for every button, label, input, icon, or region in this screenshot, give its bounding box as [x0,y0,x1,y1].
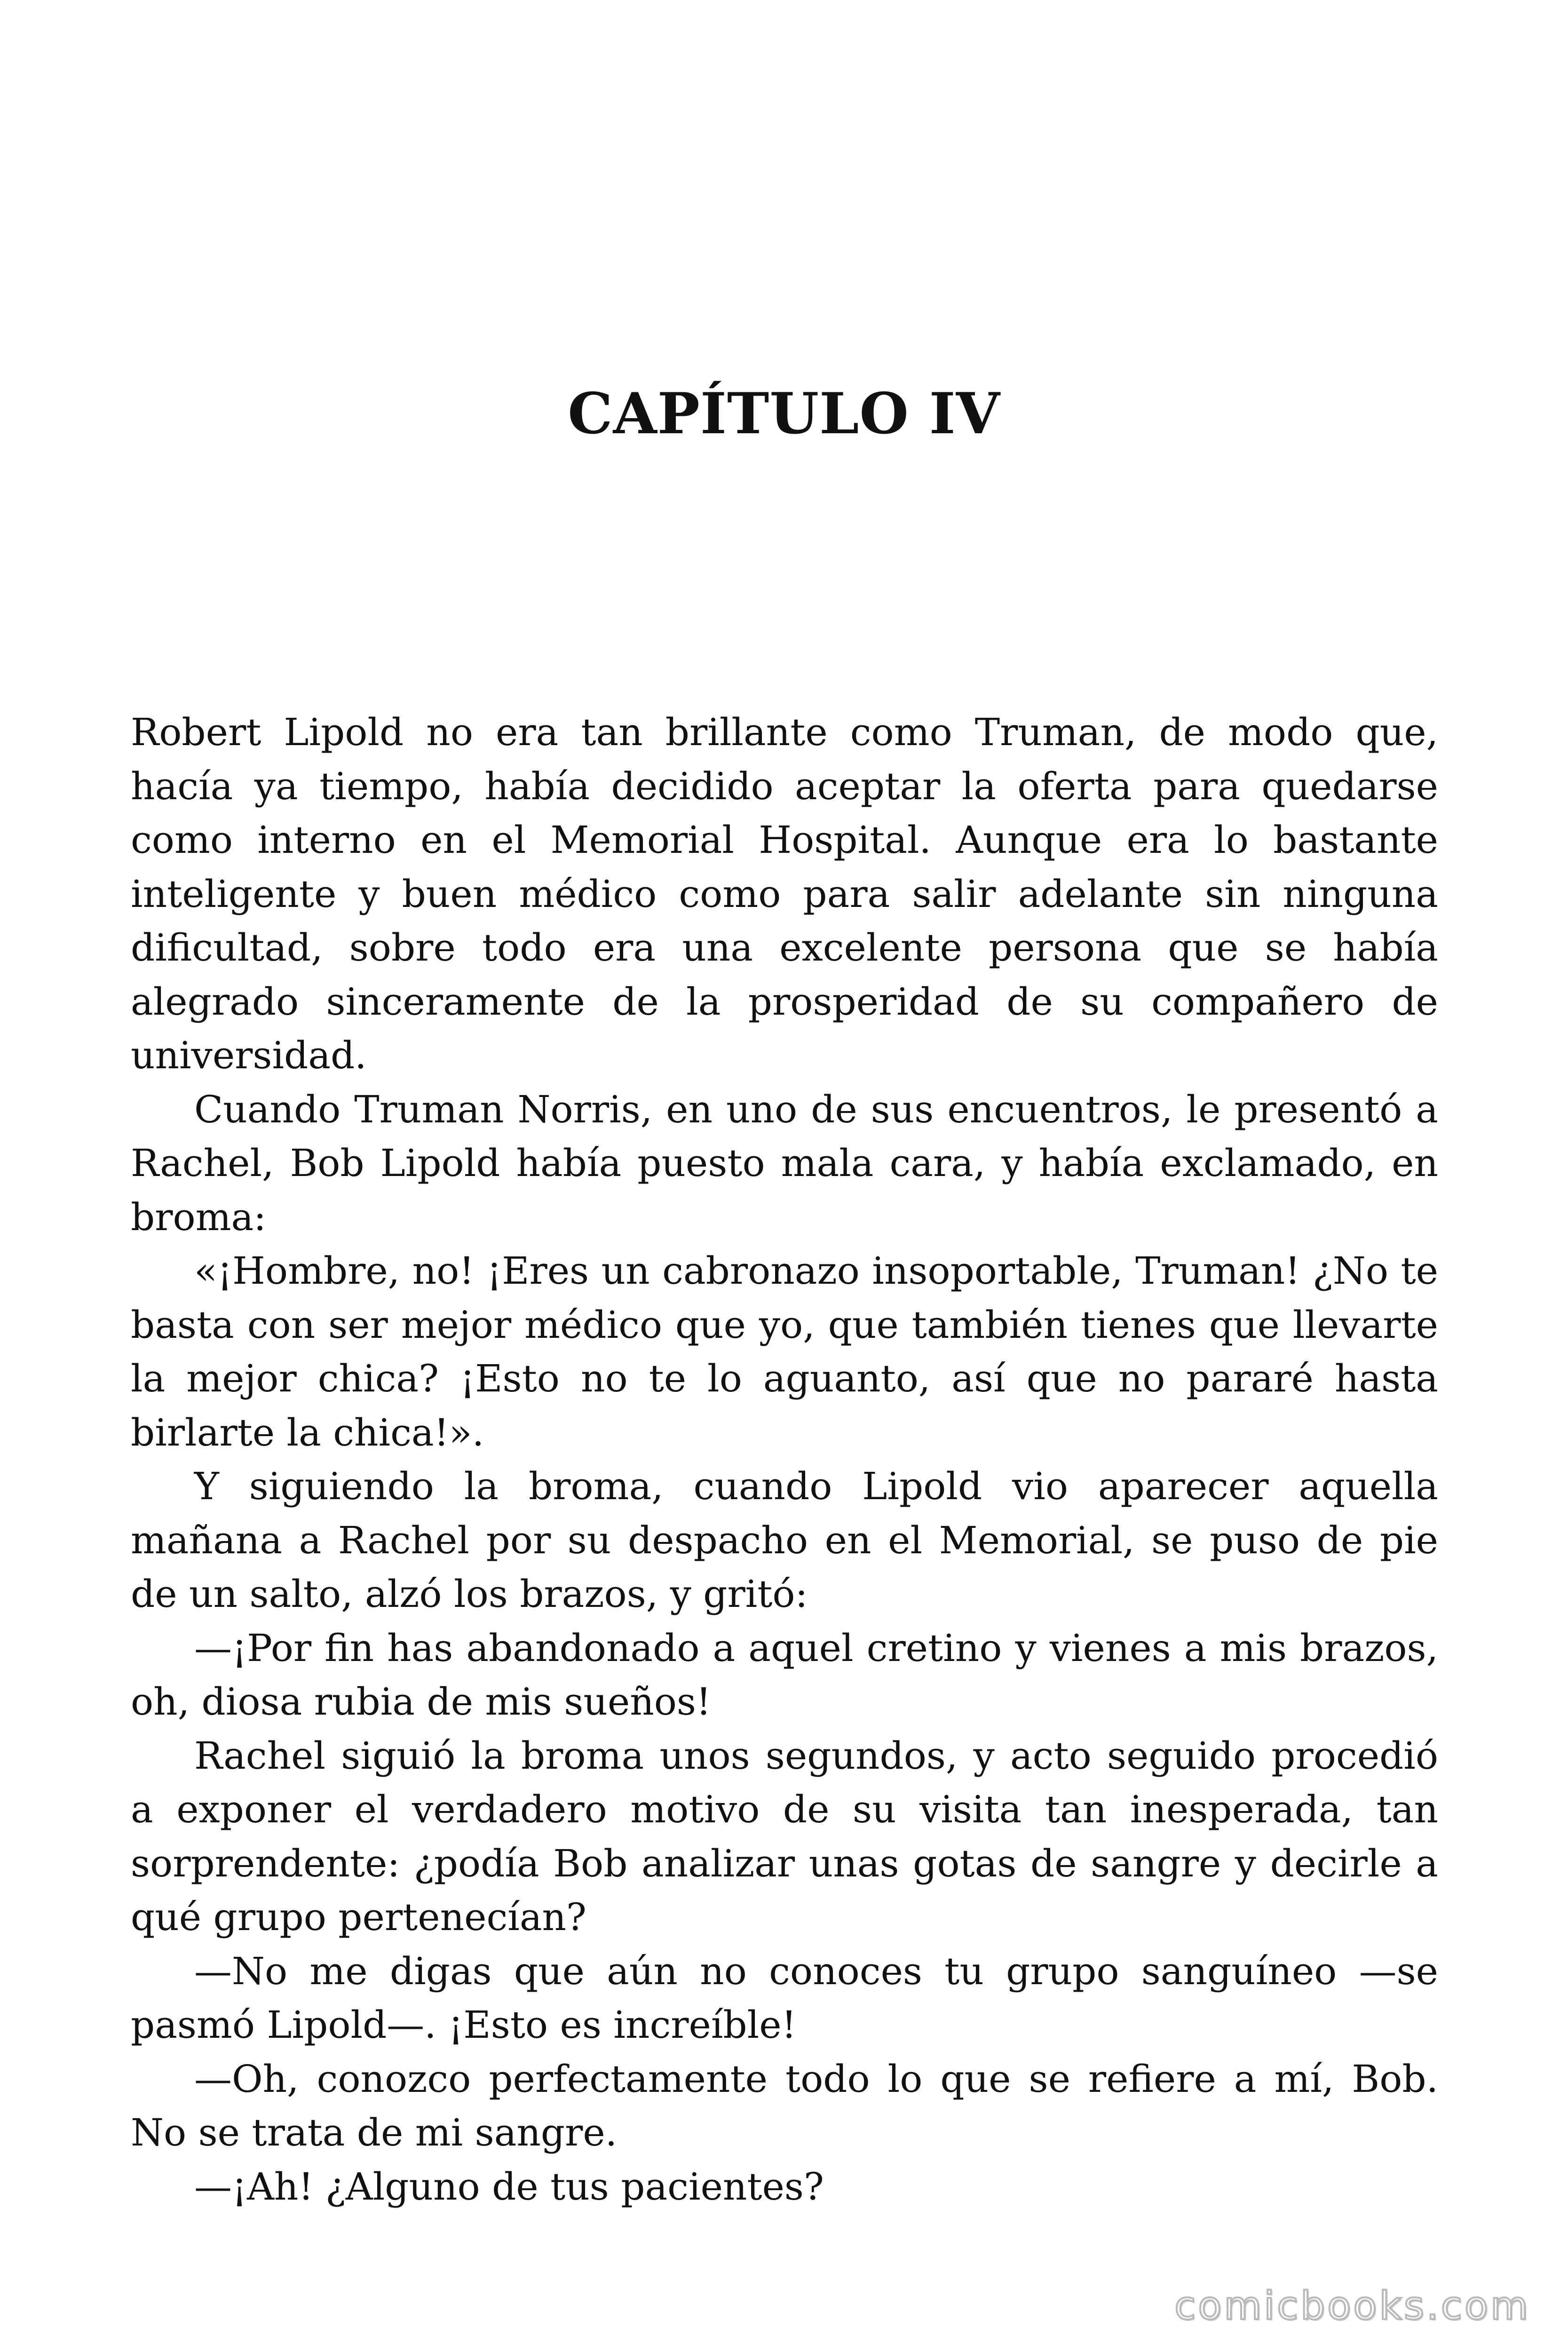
chapter-body [131,706,1438,2214]
paragraph: —¡Por fin has abandonado a aquel cretino y vienes a mis brazos, oh, diosa rubia de mis sueños! [131,1626,1438,1724]
watermark: comicbooks.com [1174,2284,1530,2328]
paragraph: Cuando Truman Norris, en uno de sus encuentros, le presentó a Rachel, Bob Lipold había puesto mala cara, y había exclamado, en broma: [131,1087,1438,1239]
paragraph: —Oh, conozco perfectamente todo lo que se refiere a mí, Bob. No se trata de mi sangre. [131,2057,1438,2154]
paragraph: Rachel siguió la broma unos segundos, y acto seguido procedió a exponer el verdadero motivo de su visita tan inesperada, tan sorprendente: ¿podía Bob analizar unas gotas de sangre y decirle a qué grupo pertenecían? [131,1733,1438,1939]
paragraph: —¡Ah! ¿Alguno de tus pacientes? [194,2164,824,2209]
chapter-title: CAPÍTULO IV [568,381,1000,447]
paragraph: —No me digas que aún no conoces tu grupo sanguíneo —se pasmó Lipold—. ¡Esto es increíble! [131,1949,1438,2047]
paragraph: Robert Lipold no era tan brillante como Truman, de modo que, hacía ya tiempo, había decidido aceptar la oferta para quedarse como interno en el Memorial Hospital. Aunque era lo bastante inteligente y buen médico como para salir adelante sin ninguna dificultad, sobre todo era una excelente persona que se había alegrado sinceramente de la prosperidad de su compañero de universidad. [131,710,1438,1077]
paragraph: Y siguiendo la broma, cuando Lipold vio aparecer aquella mañana a Rachel por su despacho en el Memorial, se puso de pie de un salto, alzó los brazos, y gritó: [131,1464,1438,1616]
paragraph: «¡Hombre, no! ¡Eres un cabronazo insoportable, Truman! ¿No te basta con ser mejor médico que yo, que también tienes que llevarte la mejor chica? ¡Esto no te lo aguanto, así que no pararé hasta birlarte la chica!». [131,1249,1438,1454]
